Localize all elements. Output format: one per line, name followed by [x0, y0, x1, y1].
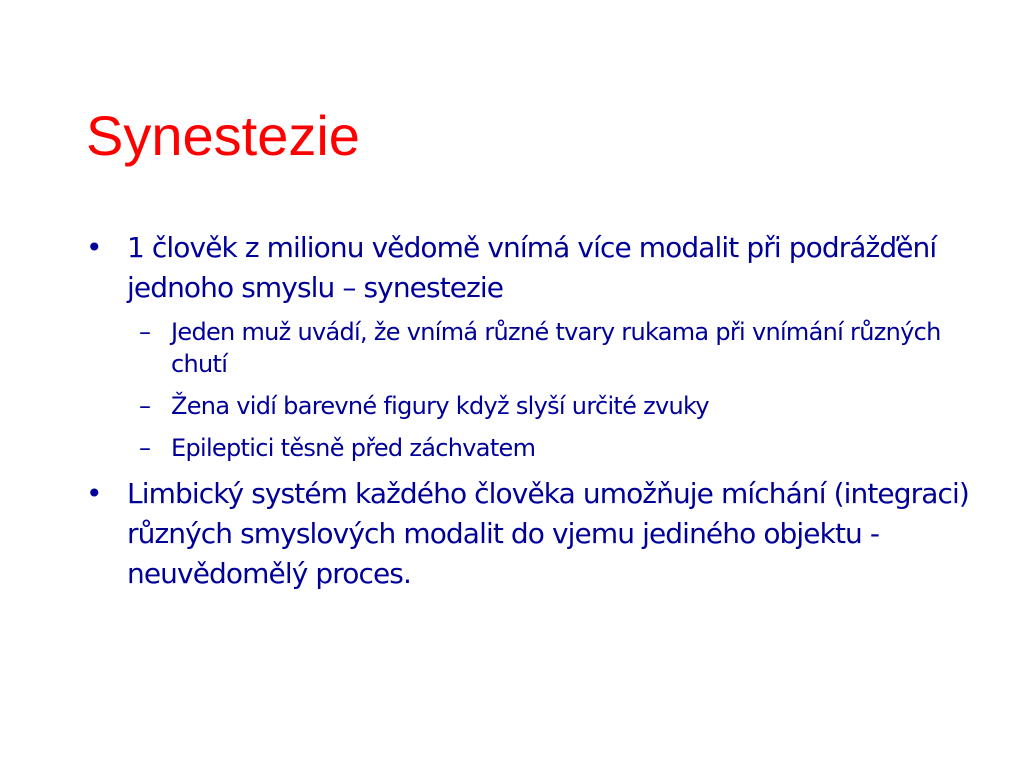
sub-bullet-text: Žena vidí barevné figury když slyší určité zvuky — [171, 392, 709, 420]
bullet-marker: • — [86, 477, 102, 510]
sub-bullet-item — [86, 432, 986, 464]
bullet-item — [86, 228, 986, 308]
dash-marker: – — [139, 318, 151, 346]
bullet-item — [86, 474, 986, 594]
sub-bullet-item — [86, 316, 986, 380]
sub-bullet-text: Jeden muž uvádí, že vnímá různé tvary rukama při vnímání různých chutí — [171, 318, 941, 378]
sub-bullet-item — [86, 390, 986, 422]
dash-marker: – — [139, 434, 151, 462]
bullet-text: 1 člověk z milionu vědomě vnímá více modalit při podrážďění jednoho smyslu – synestezie — [127, 231, 937, 304]
dash-marker: – — [139, 392, 151, 420]
bullet-marker: • — [86, 231, 102, 264]
sub-list — [86, 316, 986, 464]
bullet-text: Limbický systém každého člověka umožňuje míchání (integraci) různých smyslových modalit do vjemu jediného objektu - neuvědomělý proces. — [127, 477, 969, 590]
slide-title: Synestezie — [86, 104, 360, 167]
sub-bullet-text: Epileptici těsně před záchvatem — [171, 434, 536, 462]
slide-content — [86, 228, 986, 602]
